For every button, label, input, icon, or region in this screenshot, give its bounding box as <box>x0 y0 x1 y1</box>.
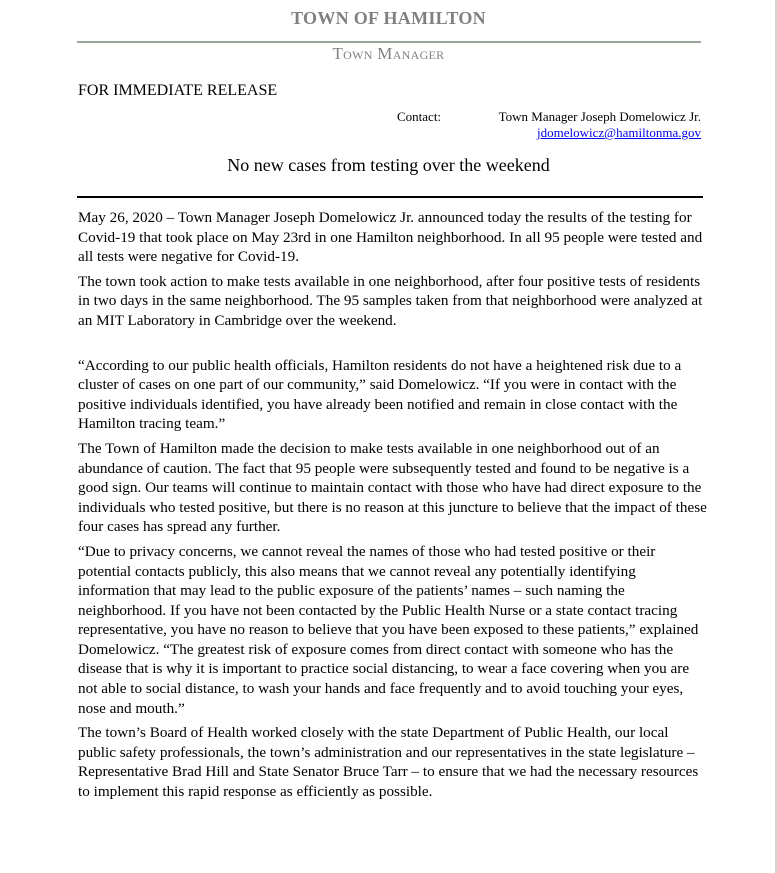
paragraph-intro: May 26, 2020 – Town Manager Joseph Domelowicz Jr. announced today the results of the testing for Covid-19 that took place on May 23rd in one Hamilton neighborhood. In all 95 people were tested and all tests were negative for Covid-19. <box>78 209 703 266</box>
paragraph-quote-risk: “According to our public health officials, Hamilton residents do not have a heightened risk due to a cluster of cases on one part of our community,” said Domelowicz. “If you were in contact with the positive individuals identified, you have already been notified and remain in close contact with the Hamilton tracing team.” <box>78 356 682 433</box>
paragraph-quote-privacy: “Due to privacy concerns, we cannot reveal the names of those who had tested positive or their potential contacts publicly, this also means that we cannot reveal any potentially identifying information that may lead to the public exposure of the patients’ names – such naming the neighborhood. If you have not been contacted by the Public Health Nurse or a state contact tracing representative, you have no reason to believe that you have been exposed to these patients,” explained Domelowicz. “The greatest risk of exposure comes from direct contact with someone who has the disease that is why it is important to practice social distancing, to wear a face covering when you are not able to social distance, to wash your hands and face frequently and to avoid touching your eyes, nose and mouth.” <box>78 542 699 717</box>
paragraph-caution: The Town of Hamilton made the decision to make tests available in one neighborhood out of an abundance of caution. The fact that 95 people were subsequently tested and found to be negative is a good sign. Our teams will continue to maintain contact with those who have had direct exposure to the individuals who tested positive, but there is no reason at this juncture to believe that the impact of these four cases has spread any further. <box>78 439 707 536</box>
headline: No new cases from testing over the weekend <box>227 155 550 175</box>
contact-name: Town Manager Joseph Domelowicz Jr. <box>498 109 701 124</box>
release-label: FOR IMMEDIATE RELEASE <box>78 82 278 99</box>
contact-label: Contact: <box>397 109 442 124</box>
header-divider <box>77 41 701 43</box>
paragraph-action: The town took action to make tests available in one neighborhood, after four positive tests of residents in two days in the same neighborhood. The 95 samples taken from that neighborhood were analyzed at an MIT Laboratory in Cambridge over the weekend. <box>78 272 703 329</box>
headline-divider <box>77 196 703 198</box>
paragraph-board-of-health: The town’s Board of Health worked closely with the state Department of Public Health, our local public safety professionals, the town’s administration and our representatives in the state legislature – Representative Brad Hill and State Senator Bruce Tarr – to ensure that we had the necessary resources to implement this rapid response as efficiently as possible. <box>78 724 699 801</box>
body-text <box>78 208 708 802</box>
town-name: TOWN OF HAMILTON <box>291 8 486 28</box>
office-name: Town Manager <box>332 44 445 63</box>
contact-email-link[interactable]: jdomelowicz@hamiltonma.gov <box>537 125 701 140</box>
